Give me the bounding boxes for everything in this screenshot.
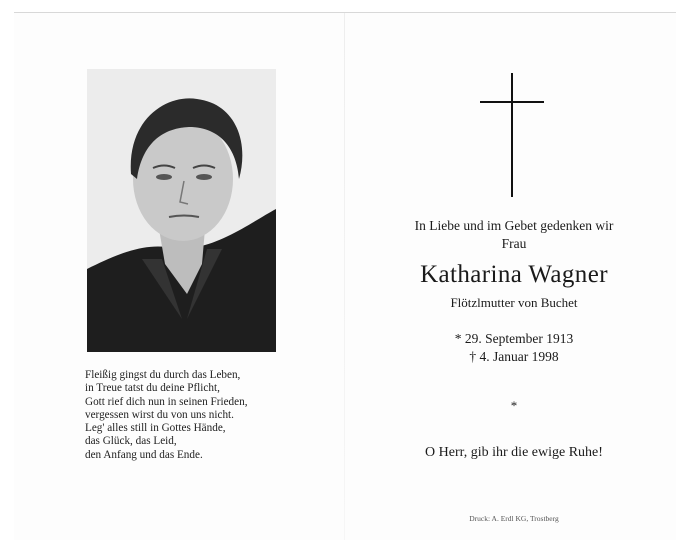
death-date: † 4. Januar 1998: [469, 349, 559, 364]
portrait-photo: [87, 69, 276, 352]
poem-line: das Glück, das Leid,: [85, 435, 177, 448]
birth-date: * 29. September 1913: [454, 331, 574, 346]
poem-line: Fleißig gingst du durch das Leben,: [85, 369, 241, 381]
poem: [85, 369, 325, 462]
deceased-name: Katharina Wagner: [420, 261, 608, 288]
poem-line: vergessen wirst du von uns nicht.: [85, 408, 234, 421]
poem-line: Gott rief dich nun in seinen Frieden,: [85, 395, 248, 408]
poem-line: Leg' alles still in Gottes Hände,: [85, 422, 226, 435]
memorial-card: [14, 12, 676, 540]
poem-line: den Anfang und das Ende.: [85, 448, 203, 461]
poem-line: in Treue tatst du deine Pflicht,: [85, 382, 220, 395]
deceased-subtitle: Flötzlmutter von Buchet: [450, 295, 578, 310]
card-fold: [344, 13, 345, 540]
intro-title: Frau: [501, 236, 527, 251]
latin-cross-icon: [480, 73, 544, 197]
asterisk-divider-icon: *: [510, 398, 518, 413]
intro-line: In Liebe und im Gebet gedenken wir: [414, 218, 614, 233]
prayer-line: O Herr, gib ihr die ewige Ruhe!: [425, 445, 603, 460]
printer-credit: Druck: A. Erdl KG, Trostberg: [469, 514, 559, 523]
